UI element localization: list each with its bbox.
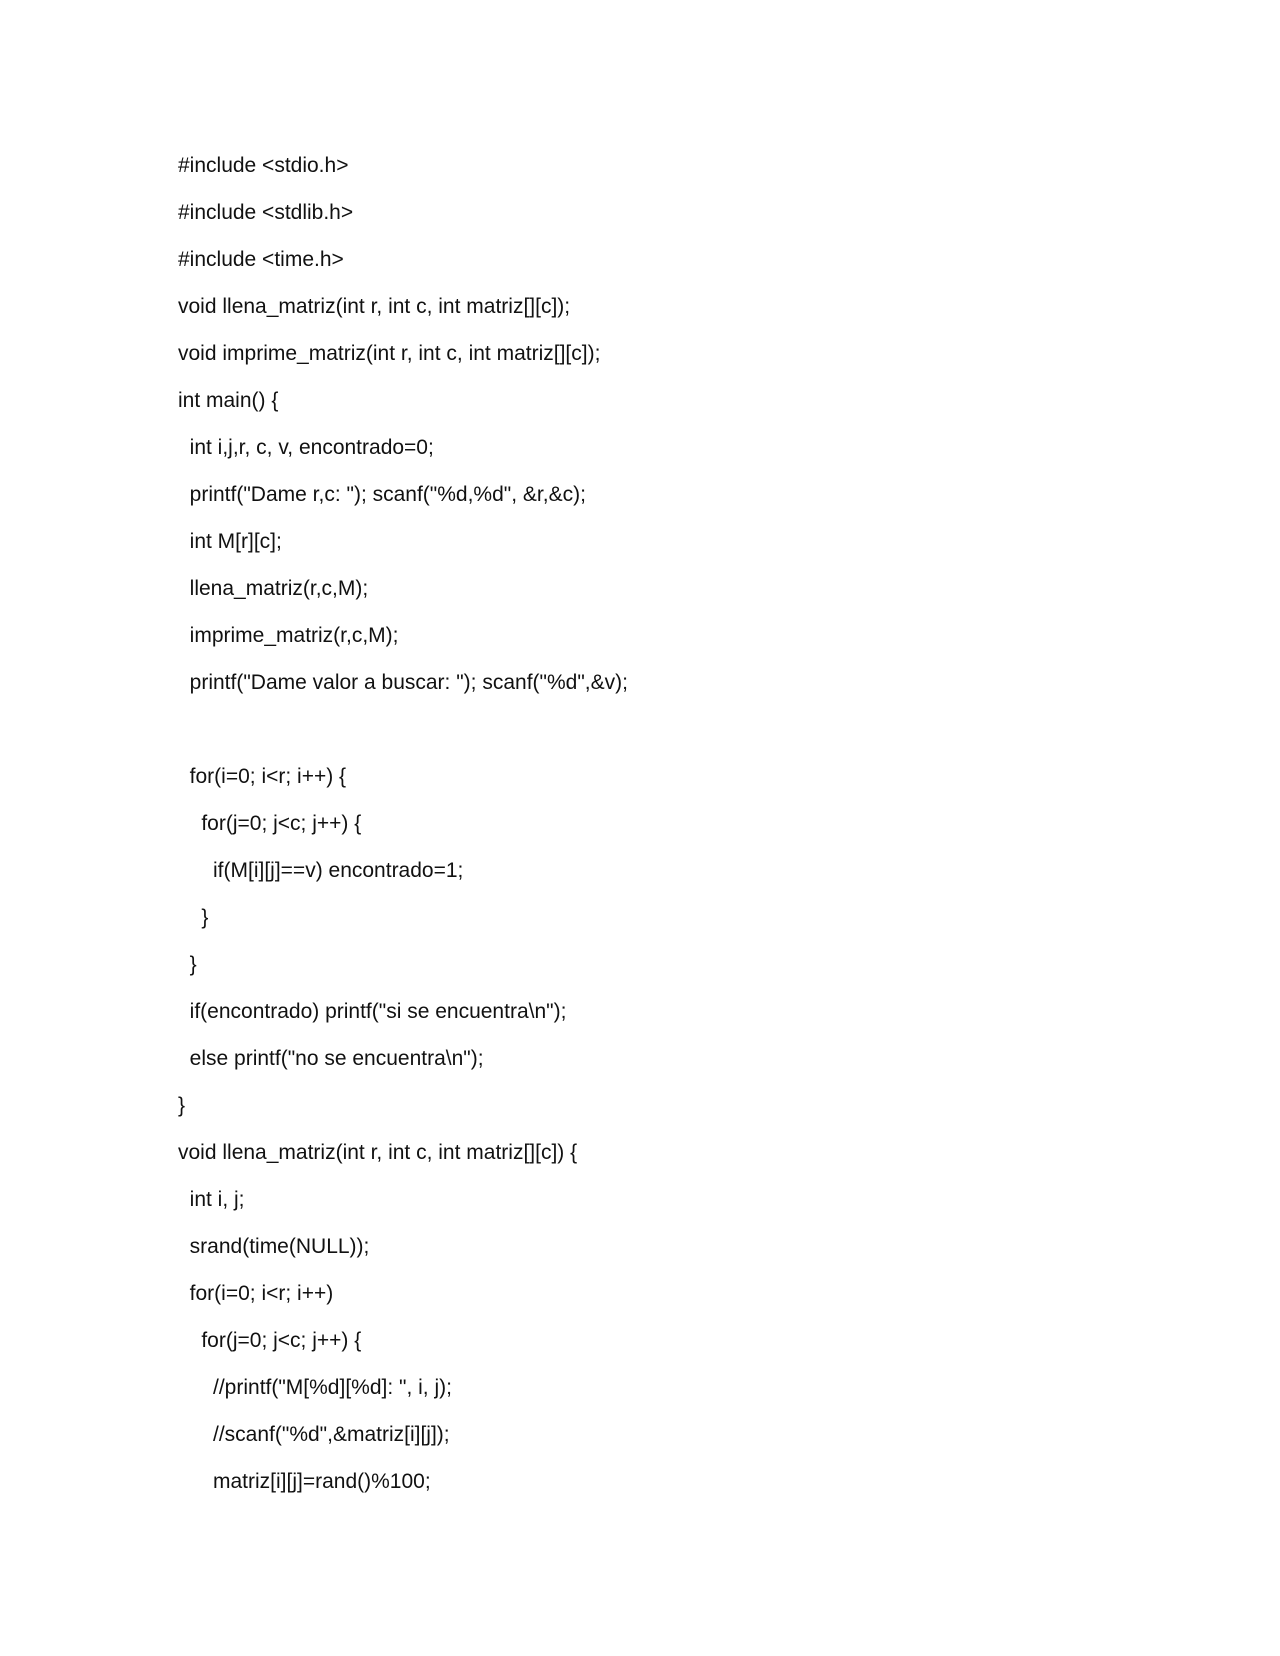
code-listing bbox=[178, 142, 1178, 1505]
code-line: for(j=0; j<c; j++) { bbox=[178, 1329, 362, 1352]
code-line: #include <stdlib.h> bbox=[178, 201, 354, 224]
code-line: llena_matriz(r,c,M); bbox=[178, 577, 369, 600]
code-line: imprime_matriz(r,c,M); bbox=[178, 624, 399, 647]
code-line: int i, j; bbox=[178, 1188, 245, 1211]
code-line: for(i=0; i<r; i++) { bbox=[178, 765, 347, 788]
code-line: //scanf("%d",&matriz[i][j]); bbox=[178, 1423, 450, 1446]
code-line: matriz[i][j]=rand()%100; bbox=[178, 1470, 431, 1493]
code-line: else printf("no se encuentra\n"); bbox=[178, 1047, 484, 1070]
code-line: void imprime_matriz(int r, int c, int matriz[][c]); bbox=[178, 342, 601, 365]
code-line: int main() { bbox=[178, 389, 279, 412]
code-line: int M[r][c]; bbox=[178, 530, 282, 553]
code-line: //printf("M[%d][%d]: ", i, j); bbox=[178, 1376, 452, 1399]
code-line: for(j=0; j<c; j++) { bbox=[178, 812, 362, 835]
code-line: #include <time.h> bbox=[178, 248, 344, 271]
code-line: void llena_matriz(int r, int c, int matriz[][c]); bbox=[178, 295, 571, 318]
code-line: if(encontrado) printf("si se encuentra\n"); bbox=[178, 1000, 567, 1023]
code-line: void llena_matriz(int r, int c, int matriz[][c]) { bbox=[178, 1141, 578, 1164]
code-line: for(i=0; i<r; i++) bbox=[178, 1282, 334, 1305]
blank-line bbox=[178, 706, 1178, 753]
code-line: printf("Dame r,c: "); scanf("%d,%d", &r,&c); bbox=[178, 483, 586, 506]
code-line: srand(time(NULL)); bbox=[178, 1235, 370, 1258]
code-line: } bbox=[178, 1094, 186, 1117]
code-line: if(M[i][j]==v) encontrado=1; bbox=[178, 859, 464, 882]
code-line: #include <stdio.h> bbox=[178, 154, 349, 177]
code-line: printf("Dame valor a buscar: "); scanf("%d",&v); bbox=[178, 671, 628, 694]
code-line: int i,j,r, c, v, encontrado=0; bbox=[178, 436, 434, 459]
code-line: } bbox=[178, 906, 209, 929]
code-line: } bbox=[178, 953, 197, 976]
